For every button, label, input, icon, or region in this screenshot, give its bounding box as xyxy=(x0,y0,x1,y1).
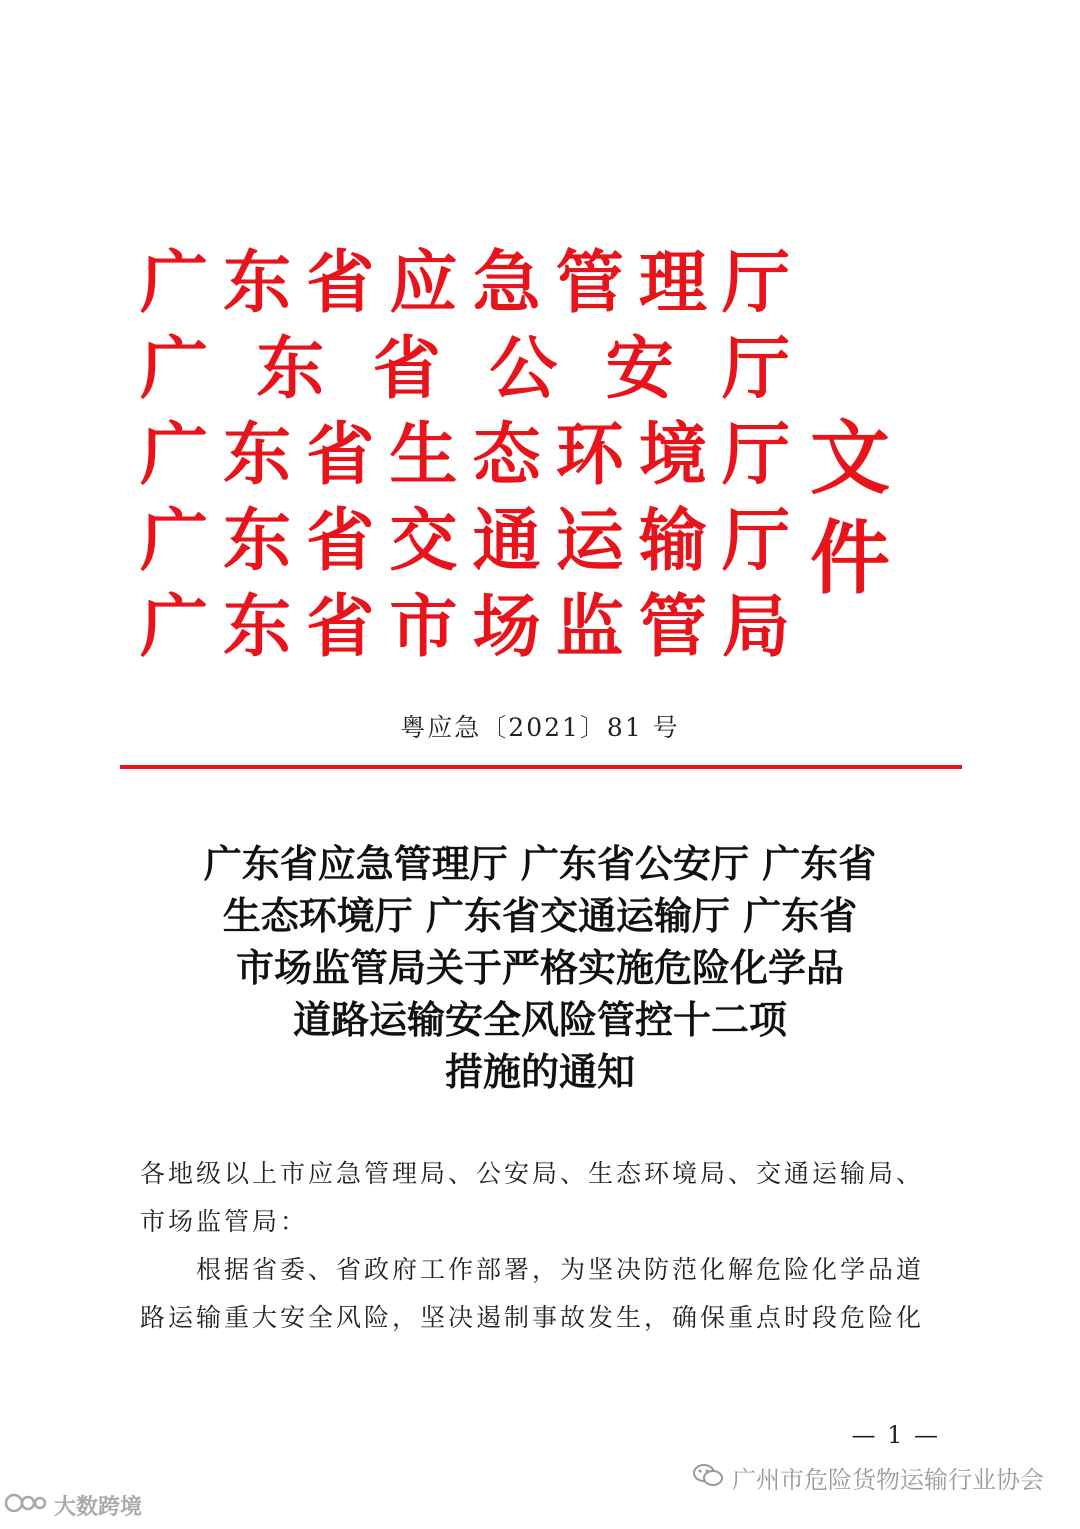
issuer-char: 广 xyxy=(140,587,209,667)
title-line: 生态环境厅 广东省交通运输厅 广东省 xyxy=(222,894,858,938)
document-suffix: 文件 xyxy=(810,411,892,605)
watermark-text: 广州市危险货物运输行业协会 xyxy=(732,1466,1044,1494)
issuer-char: 广 xyxy=(140,501,209,581)
issuer-char: 省 xyxy=(372,329,441,409)
watermark-wechat xyxy=(692,1460,1044,1500)
issuer-char: 东 xyxy=(223,415,292,495)
issuer-char: 东 xyxy=(256,329,325,409)
issuer-char: 省 xyxy=(306,415,375,495)
issuer-row xyxy=(140,326,790,412)
issuer-char: 省 xyxy=(306,587,375,667)
issuer-row xyxy=(140,412,790,498)
addressee-line: 各地级以上市应急管理局、公安局、生态环境局、交通运输局、 xyxy=(140,1159,925,1188)
issuer-char: 东 xyxy=(223,587,292,667)
document-number: 粤应急〔2021〕81 号 xyxy=(400,713,680,742)
title-line: 措施的通知 xyxy=(444,1050,635,1094)
issuer-row xyxy=(140,498,790,584)
title-line: 广东省应急管理厅 广东省公安厅 广东省 xyxy=(203,842,877,886)
issuer-char: 通 xyxy=(472,501,541,581)
issuer-char: 广 xyxy=(140,329,209,409)
watermark-brand xyxy=(4,1490,142,1526)
brand-logo-icon xyxy=(4,1490,48,1526)
red-divider xyxy=(120,765,962,769)
issuer-char: 场 xyxy=(472,587,541,667)
issuer-char: 厅 xyxy=(722,329,791,409)
document-title xyxy=(140,838,940,1098)
title-line: 道路运输安全风险管控十二项 xyxy=(292,998,787,1042)
issuer-char: 广 xyxy=(140,243,209,323)
issuer-char: 管 xyxy=(638,587,707,667)
issuer-row xyxy=(140,584,790,670)
watermark-text: 大数跨境 xyxy=(54,1495,143,1520)
addressee-line: 市场监管局： xyxy=(140,1207,309,1236)
issuer-char: 局 xyxy=(722,587,791,667)
issuer-char: 省 xyxy=(306,501,375,581)
issuer-char: 厅 xyxy=(722,243,791,323)
issuer-char: 监 xyxy=(555,587,624,667)
issuer-block xyxy=(140,240,940,670)
issuer-char: 境 xyxy=(638,415,707,495)
issuer-char: 环 xyxy=(555,415,624,495)
issuer-char: 生 xyxy=(389,415,458,495)
issuer-row xyxy=(140,240,790,326)
issuer-char: 态 xyxy=(472,415,541,495)
issuer-char: 东 xyxy=(223,243,292,323)
issuer-char: 应 xyxy=(389,243,458,323)
title-line: 市场监管局关于严格实施危险化学品 xyxy=(235,946,844,990)
document-body xyxy=(140,1150,940,1342)
issuer-char: 理 xyxy=(638,243,707,323)
issuer-char: 输 xyxy=(638,501,707,581)
issuer-char: 安 xyxy=(605,329,674,409)
issuer-char: 交 xyxy=(389,501,458,581)
page-number: — 1 — xyxy=(851,1421,940,1449)
body-paragraph-line: 根据省委、省政府工作部署，为坚决防范化解危险化学品道 xyxy=(196,1255,925,1284)
issuer-char: 厅 xyxy=(722,501,791,581)
issuer-char: 公 xyxy=(489,329,558,409)
issuer-char: 省 xyxy=(306,243,375,323)
body-paragraph-line: 路运输重大安全风险，坚决遏制事故发生，确保重点时段危险化 xyxy=(140,1303,925,1332)
issuer-char: 厅 xyxy=(722,415,791,495)
issuer-char: 管 xyxy=(555,243,624,323)
issuer-char: 市 xyxy=(389,587,458,667)
wechat-icon xyxy=(692,1460,724,1500)
issuer-char: 广 xyxy=(140,415,209,495)
issuer-char: 东 xyxy=(223,501,292,581)
issuer-char: 运 xyxy=(555,501,624,581)
issuer-char: 急 xyxy=(472,243,541,323)
